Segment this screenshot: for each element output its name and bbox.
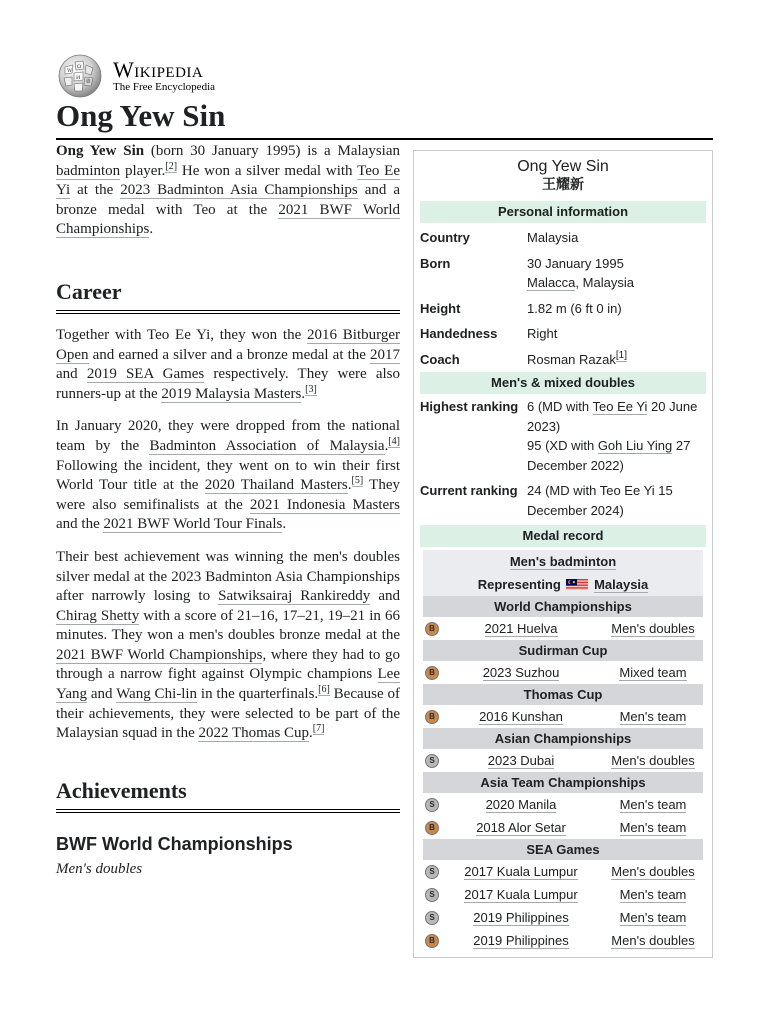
medal-row [423,860,703,883]
link-2021-bwf-world-championships[interactable]: 2021 BWF World Championships [56,646,263,663]
text: and a bronze medal with Teo at the [56,182,400,218]
link-2016-bitburger-open[interactable]: 2016 Bitburger Open [56,326,400,363]
medal-category [603,933,703,948]
medal-category [603,709,703,724]
medal-category [603,887,703,902]
medal-event [439,797,603,812]
link-2022-thomas-cup[interactable]: 2022 Thomas Cup [198,725,310,742]
value-handedness: Right [527,326,558,341]
infobox-title [420,157,706,195]
link-teo-ee-yi[interactable]: Teo Ee Yi [56,162,400,199]
medal-category-link[interactable]: Men's team [619,887,687,902]
medal-section-header: Sudirman Cup [423,640,703,661]
text: . [282,516,287,533]
link-lee-yang[interactable]: Lee Yang [56,666,400,703]
text: and earned a silver and a bronze medal at the [88,346,370,363]
medal-category-link[interactable]: Men's doubles [611,753,695,768]
article-body [56,142,400,880]
svg-text:И: И [76,75,81,81]
subsection-heading-world-championships: BWF World Championships [56,833,293,854]
reference-5[interactable]: [5] [351,475,364,487]
subject-name: Ong Yew Sin [56,143,145,159]
medal-event-link[interactable]: 2023 Dubai [487,753,555,768]
value-born [527,254,706,293]
link-2019-malaysia-masters[interactable]: 2019 Malaysia Masters [161,385,302,402]
medal-sections [420,596,706,952]
row-current-ranking [420,478,706,523]
row-born [420,251,706,296]
link-malacca[interactable]: Malacca [527,275,576,290]
wordmark-tagline: The Free Encyclopedia [113,80,216,93]
text: respectively. They were also runners-up at the [56,366,400,402]
medal-event [439,887,603,902]
medal-event-link[interactable]: 2019 Philippines [473,910,569,925]
medal-event-link[interactable]: 2016 Kunshan [479,709,563,724]
section-heading-achievements: Achievements [56,777,400,813]
svg-text:Ω: Ω [77,64,82,70]
link-satwiksairaj-rankireddy[interactable]: Satwiksairaj Rankireddy [218,588,371,605]
medal-event [439,933,603,948]
text: at the [70,182,121,199]
medal-section-header: Asia Team Championships [423,772,703,793]
medal-event-link[interactable]: 2017 Kuala Lumpur [464,864,578,879]
medal-category-link[interactable]: Mixed team [619,665,687,680]
label-born: Born [420,255,451,271]
medal-event [439,709,603,724]
text: (born 30 January 1995) is a Malaysian [144,143,400,159]
medal-event [439,820,603,835]
born-place-country: , Malaysia [575,275,634,290]
link-2020-thailand-masters[interactable]: 2020 Thailand Masters [204,477,348,494]
medal-category-link[interactable]: Men's doubles [611,933,695,948]
text: Together with Teo Ee Yi, they won the [56,326,308,343]
row-highest-ranking [420,394,706,478]
text: They were also semifinalists at the [56,477,400,513]
medal-row [423,793,703,816]
medal-event-link[interactable]: 2021 Huelva [484,621,558,636]
wordmark-title: Wikipedia [113,56,204,82]
medal-row [423,617,703,640]
career-paragraph-3 [56,548,400,744]
text: in the quarterfinals. [197,686,319,703]
wikipedia-logo[interactable] [55,52,215,100]
infobox-name: Ong Yew Sin [517,158,609,175]
medal-event-link[interactable]: 2019 Philippines [473,933,569,948]
section-heading-career: Career [56,278,400,314]
text: Because of their achievements, they were selected to be part of the Malaysian squad in the [56,686,400,742]
link-wang-chi-lin[interactable]: Wang Chi-lin [116,686,198,703]
label-coach: Coach [420,351,460,367]
infobox [413,150,713,958]
text: He won a silver medal with [177,162,358,179]
header-personal-information: Personal information [420,201,706,223]
label-highest-ranking: Highest ranking [420,399,519,414]
medal-event-link[interactable]: 2017 Kuala Lumpur [464,887,578,902]
text: . [149,221,154,238]
row-height [420,296,706,322]
value-highest-ranking [527,397,706,475]
link-bam[interactable]: Badminton Association of Malaysia [149,437,385,454]
medal-category [603,753,703,768]
bronze-medal-icon: B [425,821,439,835]
svg-text:W: W [67,68,73,74]
medal-event [439,665,603,680]
reference-1[interactable]: [1] [615,350,627,362]
silver-medal-icon: S [425,888,439,902]
text: and [87,686,117,703]
medal-row [423,816,703,839]
text: with a score of 21–16, 17–21, 19–21 in 66 minutes. They won a men's doubles bronze medal at the [56,607,400,644]
medal-row [423,906,703,929]
medal-event [439,621,603,636]
link-malaysia[interactable]: Malaysia [594,577,649,592]
medal-event-link[interactable]: 2020 Manila [485,797,557,812]
text: In January 2020, they were dropped from the national team by the [56,418,400,454]
born-date: 30 January 1995 [527,255,624,271]
career-paragraph-1 [56,326,400,404]
medal-event [439,753,603,768]
reference-4[interactable]: [4] [388,435,400,447]
link-teo-ee-yi-infobox[interactable]: Teo Ee Yi [592,399,648,414]
label-height: Height [420,300,461,316]
page-title: Ong Yew Sin [56,96,713,140]
infobox-native-name: 王耀新 [542,177,584,193]
medal-section-header: SEA Games [423,839,703,860]
text: Their best achievement was winning the men's doubles silver medal at the 2023 Badminton Asia Championships after narrowly losing to [56,548,400,605]
label-handedness: Handedness [420,326,498,341]
svg-text:維: 維 [86,79,92,85]
medal-category-link[interactable]: Men's team [619,797,687,812]
medal-category-link[interactable]: Men's doubles [611,864,695,879]
bronze-medal-icon: B [425,710,439,724]
bronze-medal-icon: B [425,934,439,948]
malaysia-flag-icon [566,578,588,591]
row-handedness [420,321,706,347]
value-height: 1.82 m (6 ft 0 in) [527,300,622,316]
label-current-ranking: Current ranking [420,483,518,498]
reference-7[interactable]: [7] [312,723,325,735]
link-2017-sea-games[interactable]: 2017 [370,346,400,363]
row-country [420,225,706,251]
medal-category [603,797,703,812]
header-doubles: Men's & mixed doubles [420,372,706,394]
link-2021-world-championships[interactable]: 2021 BWF World Championships [56,201,401,238]
text: 20 June 2023) [527,399,698,434]
value-country: Malaysia [527,230,579,245]
coach-name: Rosman Razak [527,351,616,367]
link-2023-asia-championships[interactable]: 2023 Badminton Asia Championships [120,182,358,199]
link-goh-liu-ying[interactable]: Goh Liu Ying [597,438,673,453]
silver-medal-icon: S [425,911,439,925]
medal-row [423,749,703,772]
silver-medal-icon: S [425,865,439,879]
medal-category-link[interactable]: Men's team [619,910,687,925]
intro-paragraph [56,142,400,240]
silver-medal-icon: S [425,798,439,812]
text: and [56,366,87,383]
reference-3[interactable]: [3] [305,383,317,395]
bronze-medal-icon: B [425,622,439,636]
medal-representing [423,573,703,596]
link-mens-badminton[interactable]: Men's badminton [509,554,617,569]
representing-label: Representing [477,577,561,592]
medal-event [439,910,603,925]
medal-sport [423,550,703,573]
text: 95 (XD with [527,438,598,453]
text: . [309,725,313,742]
medal-category [603,910,703,925]
wordmark [113,56,216,94]
medal-section-header: Asian Championships [423,728,703,749]
text: and [370,588,400,605]
highest-ranking-xd [527,436,706,475]
medal-event-link[interactable]: 2023 Suzhou [482,665,560,680]
medal-category-link[interactable]: Men's team [619,820,687,835]
text: Following the incident, they went on to win their first World Tour title at the [56,457,400,494]
medal-category-link[interactable]: Men's team [619,709,687,724]
link-2021-world-tour-finals[interactable]: 2021 BWF World Tour Finals [103,516,283,533]
text: player. [120,162,166,179]
text: , where they had to go through a narrow fight against Olympic champions [56,646,400,683]
link-badminton[interactable]: badminton [56,162,121,179]
medal-event-link[interactable]: 2018 Alor Setar [476,820,566,835]
subsection-caption-mens-doubles: Men's doubles [56,861,143,878]
link-2019-sea-games[interactable]: 2019 SEA Games [86,366,205,383]
link-chirag-shetty[interactable]: Chirag Shetty [56,607,140,624]
link-2021-indonesia-masters[interactable]: 2021 Indonesia Masters [249,496,400,513]
medal-row [423,883,703,906]
medal-event [439,864,603,879]
reference-6[interactable]: [6] [318,684,330,696]
medal-section-header: World Championships [423,596,703,617]
bronze-medal-icon: B [425,666,439,680]
born-place [527,273,706,293]
career-paragraph-2 [56,417,400,535]
text: 27 December 2022) [527,438,691,473]
value-current-ranking: 24 (MD with Teo Ee Yi 15 December 2024) [527,483,673,518]
medal-category [603,621,703,636]
reference-2[interactable]: [2] [165,160,178,172]
medal-category-link[interactable]: Men's doubles [611,621,695,636]
medal-category [603,864,703,879]
label-country: Country [420,230,470,245]
silver-medal-icon: S [425,754,439,768]
text: . [347,477,352,494]
medal-row [423,705,703,728]
medal-section-header: Thomas Cup [423,684,703,705]
medal-category [603,820,703,835]
value-coach [527,350,706,370]
text: and the [56,516,104,533]
header-medal-record: Medal record [420,525,706,547]
text: . [384,437,389,454]
medal-category [603,665,703,680]
row-coach [420,347,706,373]
medal-row [423,661,703,684]
medal-row [423,929,703,952]
wikipedia-globe-icon [55,53,105,99]
highest-ranking-md [527,397,706,436]
text: 6 (MD with [527,399,593,414]
text: . [301,385,306,402]
